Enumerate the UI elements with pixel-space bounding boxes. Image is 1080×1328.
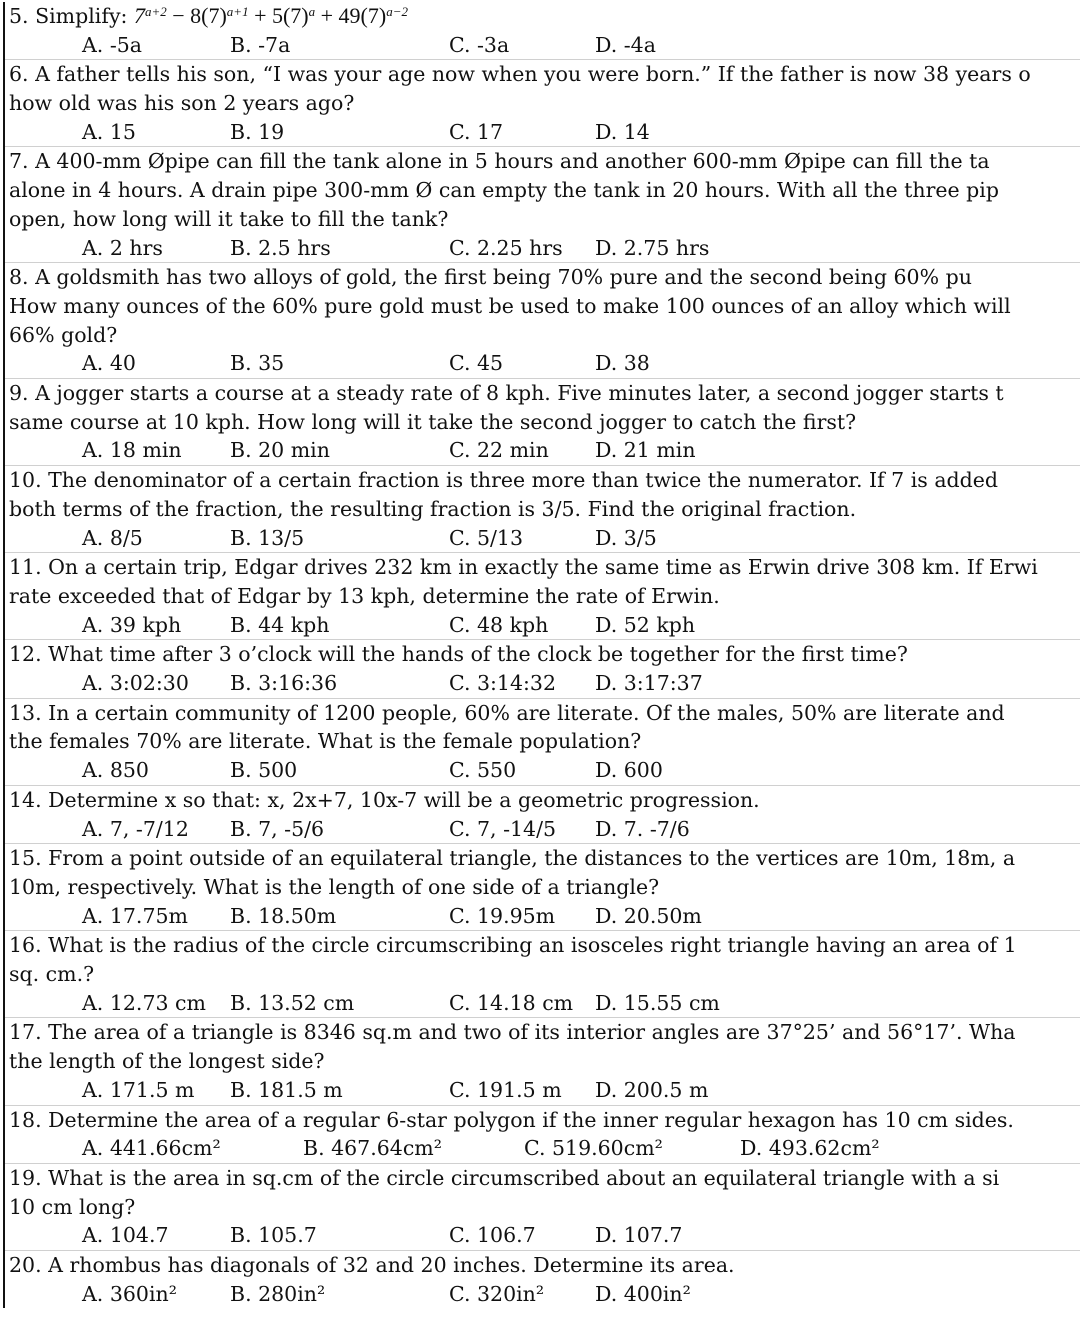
option-a: A. 17.75m — [82, 903, 188, 928]
option-d: D. 3:17:37 — [595, 671, 703, 696]
option-d: D. 38 — [595, 351, 650, 376]
question-20 — [5, 1251, 1080, 1308]
question-16 — [5, 931, 1080, 1018]
option-b: B. 18.50m — [230, 903, 337, 928]
question-18 — [5, 1106, 1080, 1164]
option-d: D. 600 — [595, 758, 663, 783]
question-17-options — [9, 1076, 1080, 1105]
question-text-line: 10 cm long? — [9, 1194, 136, 1219]
question-9-options — [9, 436, 1080, 465]
option-b: B. 500 — [230, 758, 298, 783]
option-c: C. 45 — [449, 351, 504, 376]
option-c: C. 14.18 cm — [449, 990, 574, 1015]
question-text-line: 20. A rhombus has diagonals of 32 and 20 inches. Determine its area. — [9, 1253, 735, 1277]
question-text-line: alone in 4 hours. A drain pipe 300-mm Ø can empty the tank in 20 hours. With all the three pip — [9, 178, 999, 203]
question-19 — [5, 1164, 1080, 1251]
option-a: A. 171.5 m — [82, 1077, 195, 1102]
question-19-options — [9, 1221, 1080, 1250]
question-7-options — [9, 234, 1080, 263]
option-b: B. 20 min — [230, 438, 330, 463]
option-c: C. 106.7 — [449, 1223, 536, 1248]
option-c: C. -3a — [449, 32, 510, 57]
option-c: C. 3:14:32 — [449, 671, 557, 696]
question-text-line: same course at 10 kph. How long will it take the second jogger to catch the first? — [9, 409, 857, 434]
option-a: A. 360in² — [82, 1281, 177, 1306]
question-text-line: 11. On a certain trip, Edgar drives 232 km in exactly the same time as Erwin drive 308 km. If Erwi — [9, 555, 1038, 580]
question-text-line: sq. cm.? — [9, 962, 95, 987]
option-c: C. 19.95m — [449, 903, 556, 928]
option-c: C. 191.5 m — [449, 1077, 562, 1102]
q5-expression: $7^{a+2} - 8(7)^{a+1} + 5(7)^a + 49(7)^{a-2}$ — [133, 3, 408, 28]
question-text-line: 10m, respectively. What is the length of one side of a triangle? — [9, 874, 660, 899]
option-b: B. 105.7 — [230, 1223, 317, 1248]
question-text-line: 18. Determine the area of a regular 6-star polygon if the inner regular hexagon has 10 cm sides. — [9, 1107, 1014, 1132]
option-d: D. 2.75 hrs — [595, 235, 710, 260]
question-7 — [5, 147, 1080, 263]
option-b: B. 35 — [230, 351, 285, 376]
option-a: A. 104.7 — [82, 1223, 169, 1248]
option-b: B. 3:16:36 — [230, 671, 338, 696]
option-b: B. 13/5 — [230, 525, 305, 550]
question-sheet — [3, 2, 1080, 1308]
question-15 — [5, 844, 1080, 931]
option-d: D. 14 — [595, 119, 650, 144]
option-c: C. 17 — [449, 119, 504, 144]
option-d: D. 21 min — [595, 438, 696, 463]
option-d: D. 107.7 — [595, 1223, 683, 1248]
option-c: C. 48 kph — [449, 612, 549, 637]
option-d: D. -4a — [595, 32, 656, 57]
question-15-options — [9, 902, 1080, 931]
option-a: A. 15 — [82, 119, 136, 144]
option-c: C. 5/13 — [449, 525, 524, 550]
question-text-line: 6. A father tells his son, “I was your age now when you were born.” If the father is now 38 years o — [9, 62, 1031, 87]
question-text-line: 19. What is the area in sq.cm of the circle circumscribed about an equilateral triangle with a si — [9, 1165, 1000, 1190]
question-5-prompt: 5. Simplify: — [9, 4, 134, 28]
option-b: B. 280in² — [230, 1281, 326, 1306]
question-18-options — [9, 1134, 1080, 1163]
question-text-line: rate exceeded that of Edgar by 13 kph, determine the rate of Erwin. — [9, 583, 720, 608]
option-d: D. 52 kph — [595, 612, 696, 637]
option-c: C. 7, -14/5 — [449, 816, 557, 841]
option-a: A. 441.66cm² — [82, 1136, 221, 1161]
option-d: D. 15.55 cm — [595, 990, 720, 1015]
question-5 — [5, 2, 1080, 60]
question-9 — [5, 379, 1080, 466]
option-a: A. -5a — [82, 32, 143, 57]
option-d: D. 20.50m — [595, 903, 702, 928]
option-a: A. 850 — [82, 758, 149, 783]
question-text-line: 12. What time after 3 o’clock will the hands of the clock be together for the first time? — [9, 642, 908, 667]
question-text-line: the length of the longest side? — [9, 1049, 325, 1074]
option-b: B. 7, -5/6 — [230, 816, 325, 841]
option-d: D. 200.5 m — [595, 1077, 709, 1102]
question-12 — [5, 640, 1080, 698]
question-20-options — [9, 1280, 1080, 1309]
question-8-options — [9, 349, 1080, 378]
question-8 — [5, 263, 1080, 379]
option-b: B. 2.5 hrs — [230, 235, 331, 260]
option-b: B. 181.5 m — [230, 1077, 343, 1102]
question-text-line: 15. From a point outside of an equilateral triangle, the distances to the vertices are 10m, 18m, a — [9, 846, 1016, 871]
question-5-text — [9, 2, 1080, 31]
option-d: D. 400in² — [595, 1281, 691, 1306]
option-a: A. 3:02:30 — [82, 671, 189, 696]
question-13-options — [9, 756, 1080, 785]
question-10 — [5, 466, 1080, 553]
question-14 — [5, 786, 1080, 844]
option-d: D. 7. -7/6 — [595, 816, 690, 841]
option-a: A. 7, -7/12 — [82, 816, 189, 841]
option-b: B. -7a — [230, 32, 291, 57]
question-text-line: 13. In a certain community of 1200 people, 60% are literate. Of the males, 50% are literate and — [9, 700, 1005, 725]
option-c: C. 320in² — [449, 1281, 545, 1306]
option-d: D. 493.62cm² — [740, 1136, 880, 1161]
option-c: C. 519.60cm² — [524, 1136, 663, 1161]
option-c: C. 2.25 hrs — [449, 235, 563, 260]
option-b: B. 467.64cm² — [303, 1136, 442, 1161]
option-c: C. 22 min — [449, 438, 549, 463]
option-a: A. 40 — [82, 351, 136, 376]
question-text-line: 14. Determine x so that: x, 2x+7, 10x-7 will be a geometric progression. — [9, 787, 760, 812]
question-text-line: the females 70% are literate. What is the female population? — [9, 729, 642, 754]
question-13 — [5, 699, 1080, 786]
question-text-line: 16. What is the radius of the circle circumscribing an isosceles right triangle having an area of 1 — [9, 933, 1017, 958]
question-11 — [5, 553, 1080, 640]
question-text-line: how old was his son 2 years ago? — [9, 91, 355, 116]
question-5-options — [9, 31, 1080, 60]
question-12-options — [9, 669, 1080, 698]
question-11-options — [9, 611, 1080, 640]
option-b: B. 44 kph — [230, 612, 330, 637]
option-a: A. 12.73 cm — [82, 990, 206, 1015]
option-a: A. 8/5 — [82, 525, 143, 550]
question-text-line: 10. The denominator of a certain fraction is three more than twice the numerator. If 7 is added — [9, 468, 999, 493]
question-text-line: 66% gold? — [9, 322, 118, 347]
question-text-line: 7. A 400-mm Øpipe can fill the tank alone in 5 hours and another 600-mm Øpipe can fill the ta — [9, 149, 990, 174]
question-6-options — [9, 118, 1080, 147]
question-text-line: 9. A jogger starts a course at a steady rate of 8 kph. Five minutes later, a second jogger starts t — [9, 381, 1004, 406]
question-text-line: 17. The area of a triangle is 8346 sq.m and two of its interior angles are 37°25’ and 56°17’. Wha — [9, 1020, 1016, 1045]
question-10-options — [9, 524, 1080, 553]
question-text-line: 8. A goldsmith has two alloys of gold, the first being 70% pure and the second being 60% pu — [9, 265, 972, 290]
question-14-options — [9, 815, 1080, 844]
option-a: A. 39 kph — [82, 612, 182, 637]
question-text-line: How many ounces of the 60% pure gold must be used to make 100 ounces of an alloy which will — [9, 293, 1011, 318]
option-a: A. 2 hrs — [82, 235, 163, 260]
option-b: B. 19 — [230, 119, 285, 144]
question-17 — [5, 1018, 1080, 1105]
question-text-line: both terms of the fraction, the resulting fraction is 3/5. Find the original fraction. — [9, 496, 857, 521]
option-d: D. 3/5 — [595, 525, 657, 550]
question-16-options — [9, 989, 1080, 1018]
question-text-line: open, how long will it take to fill the tank? — [9, 206, 449, 231]
question-6 — [5, 60, 1080, 147]
option-b: B. 13.52 cm — [230, 990, 355, 1015]
option-c: C. 550 — [449, 758, 517, 783]
option-a: A. 18 min — [82, 438, 182, 463]
